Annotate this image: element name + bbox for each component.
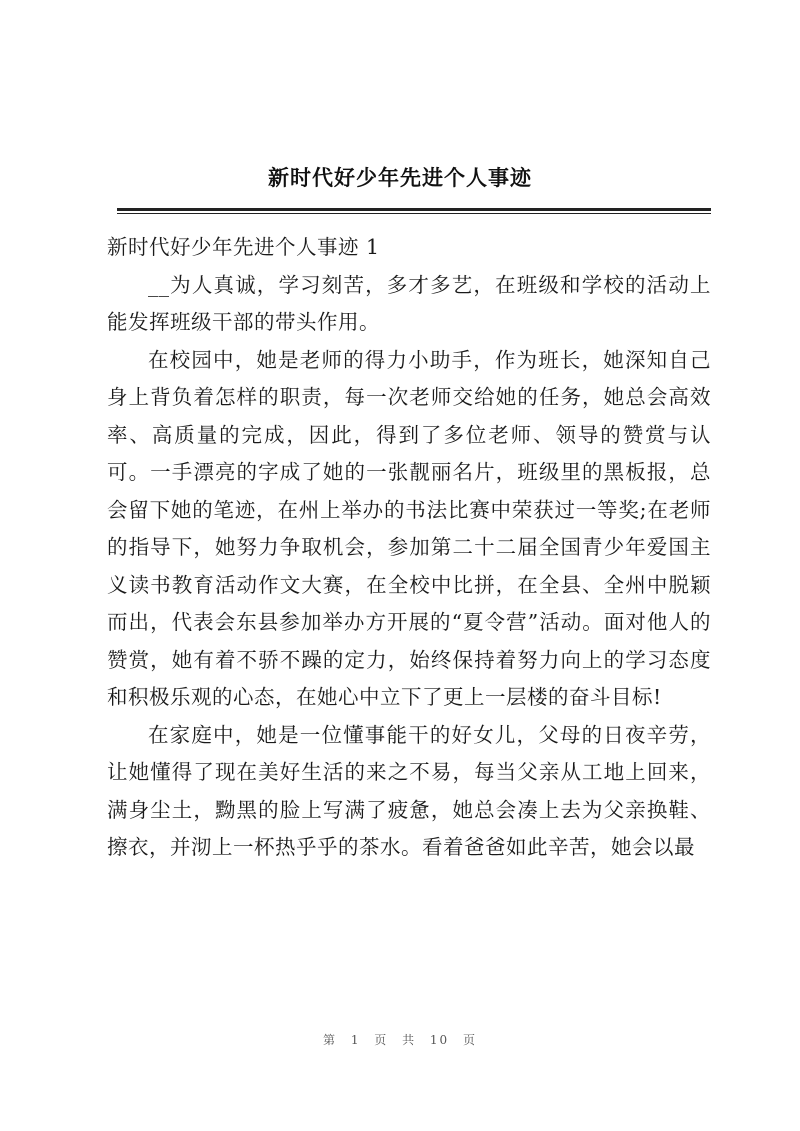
document-title: 新时代好少年先进个人事迹 [268, 166, 532, 190]
paragraph-2: 在校园中，她是老师的得力小助手，作为班长，她深知自己身上背负着怎样的职责，每一次老师交给她的任务，她总会高效率、高质量的完成，因此，得到了多位老师、领导的赞赏与认可。一手漂亮的字成了她的一张靓丽名片，班级里的黑板报，总会留下她的笔迹，在州上举办的书法比赛中荣获过一等奖;在老师的指导下，她努力争取机会，参加第二十二届全国青少年爱国主义读书教育活动作文大赛，在全校中比拼，在全县、全州中脱颖而出，代表会东县参加举办方开展的“夏令营”活动。面对他人的赞赏，她有着不骄不躁的定力，始终保持着努力向上的学习态度和积极乐观的心态，在她心中立下了更上一层楼的奋斗目标! [107, 347, 711, 709]
section-heading: 新时代好少年先进个人事迹 1 [107, 235, 380, 259]
title-divider-thin [117, 213, 711, 214]
title-divider-thick [117, 208, 711, 211]
document-body [107, 229, 711, 867]
paragraph-1: __为人真诚，学习刻苦，多才多艺，在班级和学校的活动上能发挥班级干部的带头作用。 [107, 272, 711, 334]
paragraph-3: 在家庭中，她是一位懂事能干的好女儿，父母的日夜辛劳，让她懂得了现在美好生活的来之不易，每当父亲从工地上回来，满身尘土，黝黑的脸上写满了疲惫，她总会凑上去为父亲换鞋、擦衣，并沏上一杯热乎乎的茶水。看着爸爸如此辛苦，她会以最 [107, 722, 711, 859]
page-footer: 第 1 页 共 10 页 [323, 1033, 477, 1047]
